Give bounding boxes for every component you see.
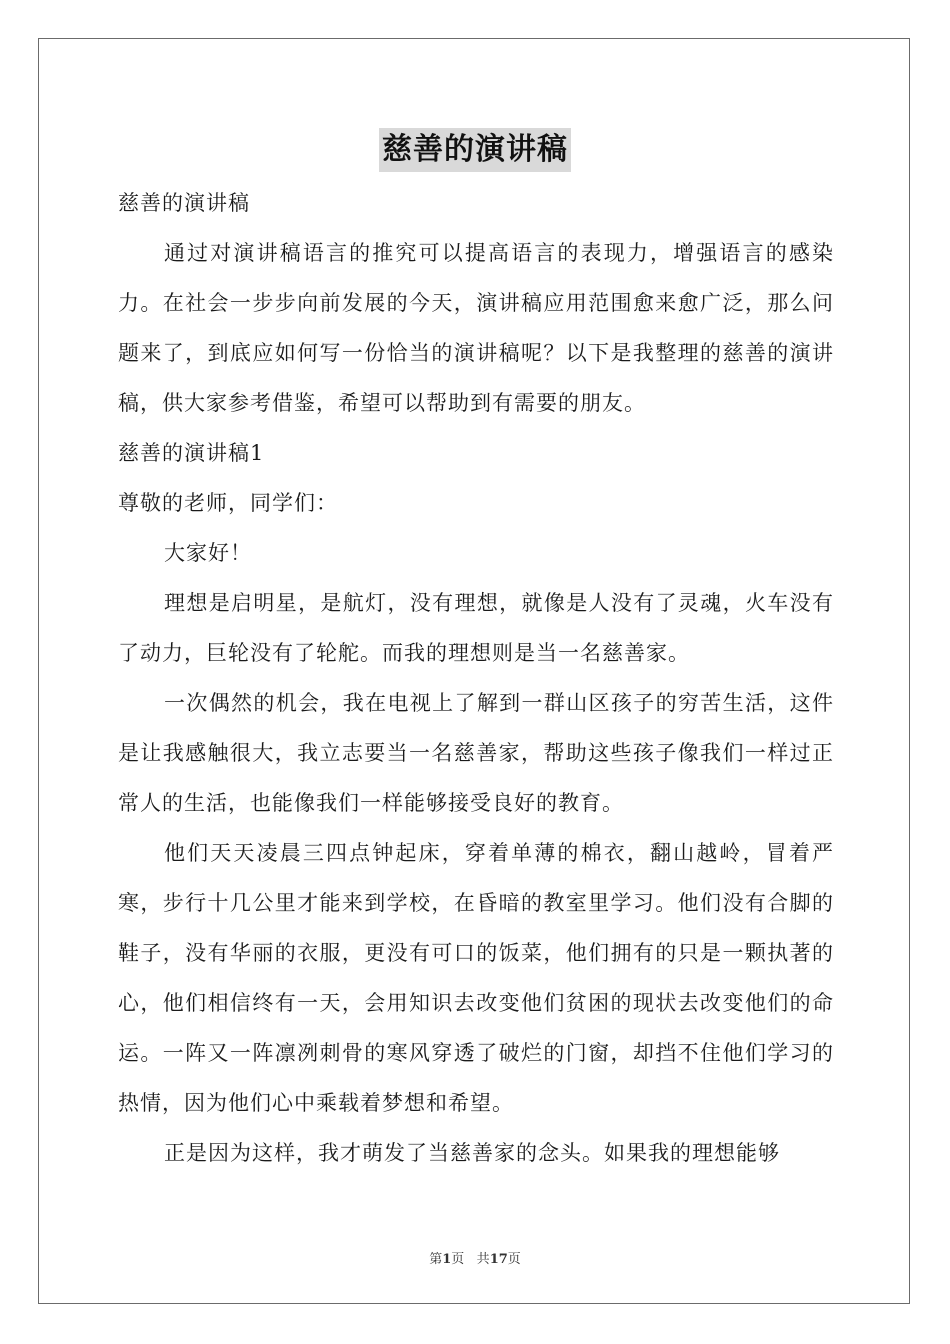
- document-title-wrapper: [0, 128, 950, 172]
- paragraph-body: 一次偶然的机会，我在电视上了解到一群山区孩子的穷苦生活，这件是让我感触很大，我立志要当一名慈善家，帮助这些孩子像我们一样过正常人的生活，也能像我们一样能够接受良好的教育。: [118, 691, 834, 815]
- section-heading: 慈善的演讲稿1: [118, 441, 265, 465]
- document-title: 慈善的演讲稿: [379, 128, 571, 172]
- paragraph-intro: 通过对演讲稿语言的推究可以提高语言的表现力，增强语言的感染力。在社会一步步向前发展的今天，演讲稿应用范围愈来愈广泛，那么问题来了，到底应如何写一份恰当的演讲稿呢？以下是我整理的慈善的演讲稿，供大家参考借鉴，希望可以帮助到有需要的朋友。: [118, 241, 834, 415]
- paragraph-greeting: 大家好！: [164, 541, 252, 565]
- total-pages-prefix: 共: [476, 1252, 490, 1267]
- paragraph-subtitle: 慈善的演讲稿: [118, 191, 250, 215]
- page-number: 1: [442, 1252, 452, 1267]
- paragraph-body: 理想是启明星，是航灯，没有理想，就像是人没有了灵魂，火车没有了动力，巨轮没有了轮舵。而我的理想则是当一名慈善家。: [118, 591, 834, 665]
- paragraph-body: 他们天天凌晨三四点钟起床，穿着单薄的棉衣，翻山越岭，冒着严寒，步行十几公里才能来到学校，在昏暗的教室里学习。他们没有合脚的鞋子，没有华丽的衣服，更没有可口的饭菜，他们拥有的只是一颗执著的心，他们相信终有一天，会用知识去改变他们贫困的现状去改变他们的命运。一阵又一阵凛冽刺骨的寒风穿透了破烂的门窗，却挡不住他们学习的热情，因为他们心中乘载着梦想和希望。: [118, 841, 834, 1115]
- paragraph-salutation: 尊敬的老师，同学们：: [118, 491, 338, 515]
- paragraph-body: 正是因为这样，我才萌发了当慈善家的念头。如果我的理想能够: [164, 1141, 780, 1165]
- page-number-prefix: 第: [429, 1252, 443, 1267]
- total-pages-suffix: 页: [507, 1252, 521, 1267]
- total-pages: 17: [489, 1252, 508, 1267]
- document-body: [118, 178, 834, 1178]
- page-number-suffix: 页: [451, 1252, 465, 1267]
- page-footer: [0, 1248, 950, 1267]
